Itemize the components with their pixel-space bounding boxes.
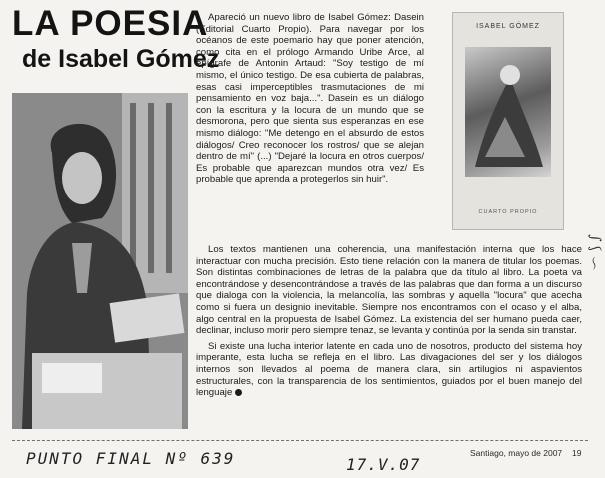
article-title: LA POESIA: [12, 4, 209, 43]
author-photo: [12, 93, 188, 429]
footer-date: Santiago, mayo de 2007: [470, 448, 563, 458]
article-column-text: [196, 12, 424, 186]
body-paragraph: [196, 341, 582, 399]
book-cover-publisher: CUARTO PROPIO: [478, 209, 538, 215]
article-subtitle: de Isabel Gómez: [22, 45, 220, 73]
book-cover-author: ISABEL GÓMEZ: [476, 23, 540, 30]
article-wide-text: [196, 244, 582, 399]
handwritten-date: 17.V.07: [346, 455, 421, 474]
page-number: 19: [572, 448, 582, 458]
body-paragraph: Los textos mantienen una coherencia, una manifestación interna que los hace interactuar con mucha precisión. Esto tiene relación con la manera de titular los poemas. Son distintas combinaciones de letras de la palabra que da título al libro. La poeta va encontrándose y desencontrándose a través de las palabras que dan forma a un discurso que dialoga con la violencia, la melancolía, las sombras y aquella "locura" que acecha como si fuera un designio inevitable. Siempre nos encontramos con el ocaso y el alba, algo central en la propuesta de Isabel Gómez. La existencia del ser humano pueda caer, declinar, incluso morir pero siempre tenaz, se levanta y continúa por la senda sin transtar.: [196, 244, 582, 337]
intro-paragraph: Apareció un nuevo libro de Isabel Gómez: Dasein (Editorial Cuarto Propio). Para navegar por los océanos de este poemario hay que poner atención, como cita en el prólogo Armando Uribe Arce, al epígrafe de Antonin Artaud: "Soy testigo de mí mismo, el único testigo. De esa cubierta de palabras, esas casi imperceptibles trasmutaciones de mi pensamiento en voz baja...". Dasein es un diálogo con la escritura y la locura de un mundo que se desmorona, pero que sienta sus esperanzas en ese mismo diálogo: "Me detengo en el absurdo de estos diálogos/ Creo reconocer los rostros/ que se alejan dentro de mí" (...) "Dejaré la locura en otros cuerpos/ Es probable que aparezcan mundos otra vez/ Es probable que aprenda a protegerlos sin huir".: [196, 12, 424, 186]
handwritten-source: PUNTO FINAL Nº 639: [26, 449, 236, 468]
margin-scrawl-icon: 〜 ⟆ ∫: [587, 234, 603, 270]
end-mark-icon: [235, 389, 242, 396]
book-cover-image: [452, 12, 564, 230]
book-cover-art: [465, 47, 551, 177]
body-paragraph-text: Si existe una lucha interior latente en cada uno de nosotros, producto del sistema hoy imperante, esta lucha se refleja en el libro. Las divagaciones del ser y los diálogos internos son llevados al poema de manera clara, sin artilugios ni aspavientos estructurales, con la transparencia de los sentimientos, guiados por el buen manejo del lenguaje: [196, 340, 582, 399]
page-rule: [12, 440, 588, 441]
